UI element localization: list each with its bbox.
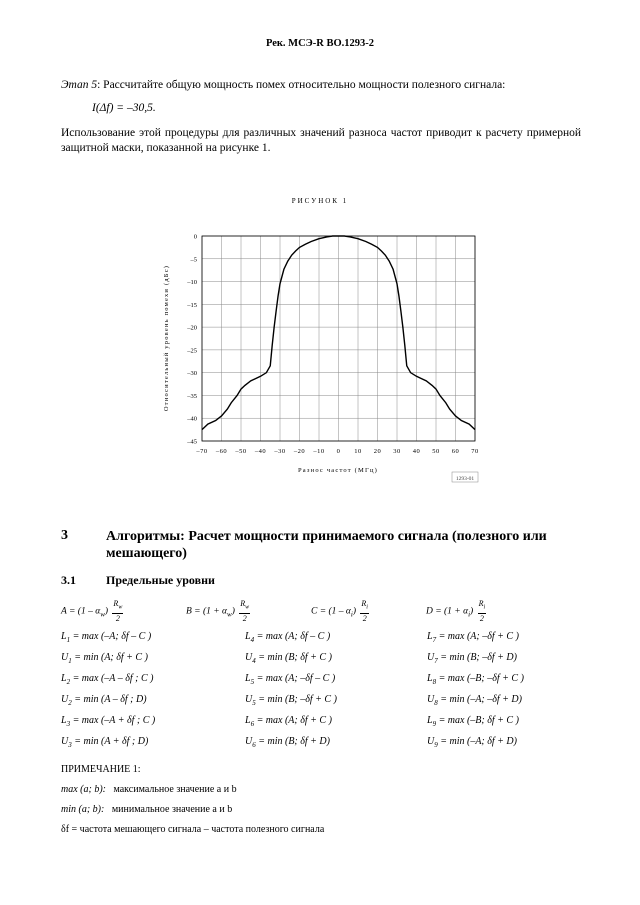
equation-u9: $U_9 = \min (-A$; δf + D) (427, 736, 517, 749)
y-tick-label: –10 (187, 279, 197, 287)
equation-u2: $U_2 = \min (A - \delta f$ ; D) (61, 694, 147, 707)
y-tick-label: 0 (193, 233, 197, 241)
section-3-1-number: 3.1 (61, 573, 76, 587)
x-tick-label: 40 (412, 448, 421, 455)
x-tick-label: –10 (313, 448, 325, 455)
definition-b: $B = (1 + \alpha_w)$ $\frac{R_w}{2}$ (186, 599, 250, 623)
y-tick-label: –45 (187, 438, 197, 446)
x-tick-label: –60 (215, 448, 228, 455)
x-tick-label: 50 (432, 448, 440, 455)
x-tick-label: 30 (393, 448, 401, 455)
y-tick-label: –40 (187, 415, 197, 423)
equation-l6: $L_6 = \max (A$; δf + C ) (245, 715, 332, 728)
y-tick-label: –15 (187, 301, 197, 309)
y-tick-label: –30 (187, 370, 197, 378)
equations-column-3 (427, 631, 524, 757)
y-tick-label: –35 (187, 392, 197, 400)
y-tick-label: –5 (190, 256, 197, 264)
equation-u3: $U_3 = \min (A + \delta f$ ; D) (61, 736, 149, 749)
equation-l5: $L_5 = \max (A$; –δf – C ) (245, 673, 336, 686)
figure-caption: РИСУНОК 1 (291, 197, 349, 205)
section-3-title: Алгоритмы: Расчет мощности принимаемого сигнала (полезного или мешающего) (106, 529, 547, 561)
step5-paragraph (61, 78, 581, 93)
chart-grid (202, 236, 475, 441)
intro-paragraph: Использование этой процедуры для различных значений разноса частот приводит к расчету примерной защитной маски, показанной на рисунке 1. (61, 127, 581, 154)
step5-formula: I(Δf) = –30,5. (92, 102, 156, 114)
definition-a: $A = (1 - \alpha_w)$ $\frac{R_w}{2}$ (61, 599, 123, 623)
equation-l3: $L_3 = \max (-A + \delta f$ ; C ) (61, 715, 156, 728)
equation-u6: $U_6 = \min (B$; δf + D) (245, 736, 330, 749)
equation-l7: $L_7 = \max (A$; –δf + C ) (427, 631, 519, 644)
y-axis-label: Относительный уровень помехи (дБс) (163, 264, 170, 412)
x-tick-label: 20 (373, 448, 382, 455)
section-3-1-title: Предельные уровни (106, 573, 215, 587)
step5-text: : Рассчитайте общую мощность помех относительно мощности полезного сигнала: (97, 79, 506, 91)
x-tick-labels (195, 448, 478, 455)
equation-l8: $L_8 = \max (-B$; –δf + C ) (427, 673, 524, 686)
page-header: Рек. МСЭ-R ВО.1293-2 (265, 38, 375, 49)
note-item-max: max (a; b): максимальное значение a и b (61, 784, 237, 795)
equation-u8: $U_8 = \min (-A$; –δf + D) (427, 694, 522, 707)
x-axis-label: Разнос частот (МГц) (297, 467, 379, 474)
note-item-min: min (a; b): минимальное значение a и b (61, 804, 233, 815)
definition-c: $C = (1 - \alpha_i)$ $\frac{R_i}{2}$ (311, 599, 368, 623)
x-tick-label: –30 (274, 448, 286, 455)
y-tick-label: –25 (187, 347, 197, 355)
equation-u5: $U_5 = \min (B$; –δf + C ) (245, 694, 337, 707)
figure-1-chart (150, 222, 490, 484)
y-tick-labels (186, 234, 197, 446)
x-tick-label: 10 (354, 448, 362, 455)
section-3-number: 3 (61, 528, 68, 543)
y-tick-label: –20 (187, 324, 197, 332)
x-tick-label: 70 (471, 448, 479, 455)
equation-l4: $L_4 = \max (A$; δf – C ) (245, 631, 331, 644)
x-tick-label: –40 (254, 448, 267, 455)
figure-ref: 1293-01 (455, 476, 475, 482)
x-tick-label: 60 (451, 448, 460, 455)
equations-column-2 (245, 631, 337, 757)
equation-u7: $U_7 = \min (B$; –δf + D) (427, 652, 517, 665)
x-tick-label: –70 (196, 448, 208, 455)
equation-u1: $U_1 = \min (A$; δf + C ) (61, 652, 148, 665)
definition-d: $D = (1 + \alpha_i)$ $\frac{R_i}{2}$ (426, 599, 486, 623)
equation-l9: $L_9 = \max (-B$; δf + C ) (427, 715, 519, 728)
equation-u4: $U_4 = \min (B$; δf + C ) (245, 652, 332, 665)
x-tick-label: 0 (336, 448, 341, 455)
step5-label: Этап 5 (61, 79, 98, 91)
equations-column-1 (61, 631, 155, 757)
note-title: ПРИМЕЧАНИЕ 1: (61, 764, 141, 775)
x-tick-label: –50 (235, 448, 247, 455)
equation-l2: $L_2 = \max (-A - \delta f$ ; C ) (61, 673, 154, 686)
note-deltaf: δf = частота мешающего сигнала – частота полезного сигнала (61, 824, 325, 835)
x-tick-label: –20 (293, 448, 306, 455)
equation-l1: $L_1 = \max (-A$; δf – C ) (61, 631, 152, 644)
